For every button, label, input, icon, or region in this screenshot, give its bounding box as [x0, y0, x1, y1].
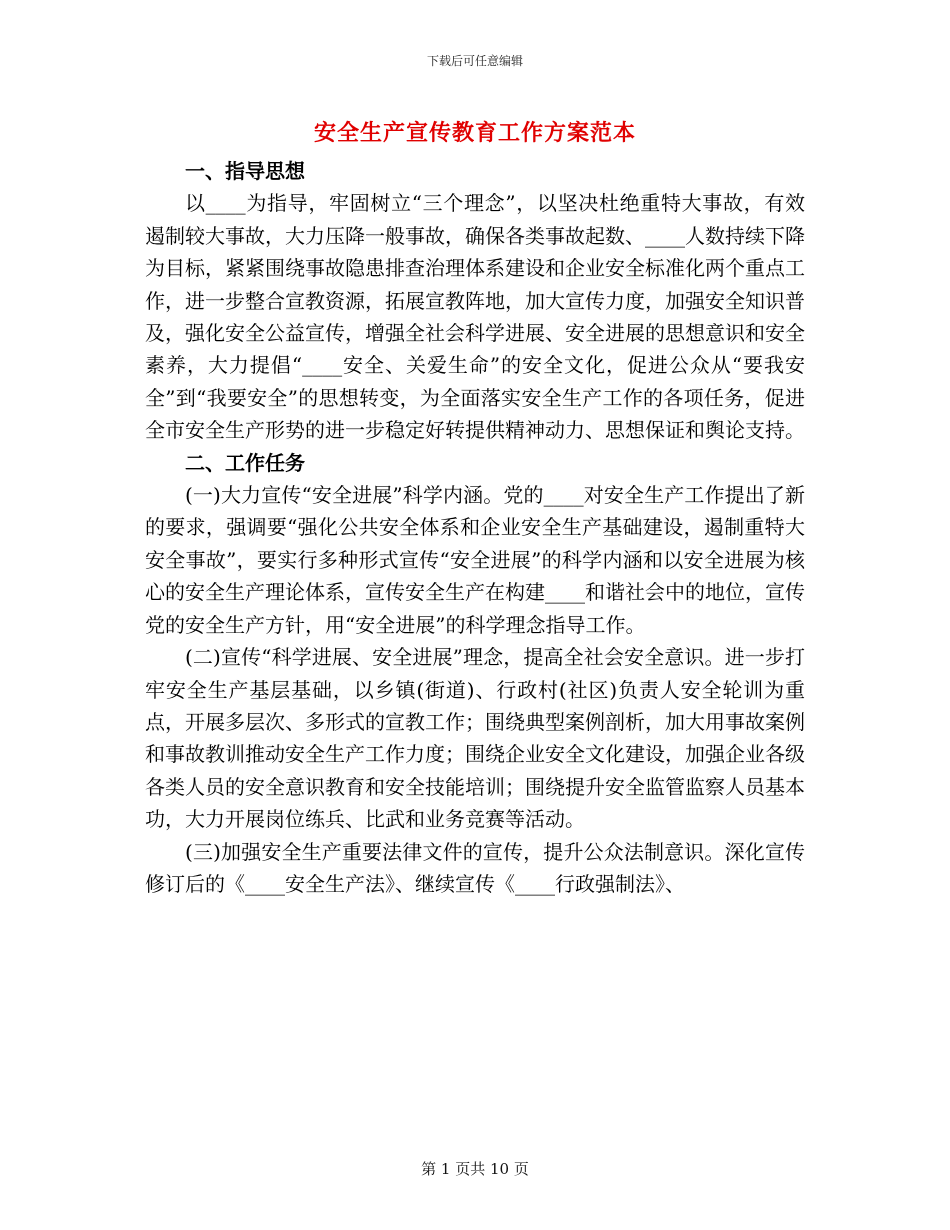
paragraph: 以____为指导，牢固树立“三个理念”，以坚决杜绝重特大事故，有效遏制较大事故，大力压降一般事故，确保各类事故起数、____人数持续下降为目标，紧紧围绕事故隐患排查治理体系建设和企业安全标准化两个重点工作，进一步整合宣教资源，拓展宣教阵地，加大宣传力度，加强安全知识普及，强化安全公益宣传，增强全社会科学进展、安全进展的思想意识和安全素养，大力提倡“____安全、关爱生命”的安全文化，促进公众从“要我安全”到“我要安全”的思想转变，为全面落实安全生产工作的各项任务，促进全市安全生产形势的进一步稳定好转提供精神动力、思想保证和舆论支持。: [145, 191, 805, 443]
document-body: [145, 155, 805, 900]
section-heading: 一、指导思想: [185, 159, 305, 183]
paragraph: (二)宣传“科学进展、安全进展”理念，提高全社会安全意识。进一步打牢安全生产基层基础，以乡镇(街道)、行政村(社区)负责人安全轮训为重点，开展多层次、多形式的宣教工作；围绕典型案例剖析，加大用事故案例和事故教训推动安全生产工作力度；围绕企业安全文化建设，加强企业各级各类人员的安全意识教育和安全技能培训；围绕提升安全监管监察人员基本功，大力开展岗位练兵、比武和业务竞赛等活动。: [145, 645, 805, 832]
paragraph: (一)大力宣传“安全进展”科学内涵。党的____对安全生产工作提出了新的要求，强调要“强化公共安全体系和企业安全生产基础建设，遏制重特大安全事故”，要实行多种形式宣传“安全进展”的科学内涵和以安全进展为核心的安全生产理论体系，宣传安全生产在构建____和谐社会中的地位，宣传党的安全生产方针，用“安全进展”的科学理念指导工作。: [145, 483, 805, 637]
paragraph: (三)加强安全生产重要法律文件的宣传，提升公众法制意识。深化宣传修订后的《____安全生产法》、继续宣传《____行政强制法》、: [145, 839, 805, 896]
page-footer: 第 1 页共 10 页: [421, 1160, 529, 1178]
document-title: 安全生产宣传教育工作方案范本: [313, 120, 636, 146]
header-note: 下载后可任意编辑: [426, 54, 523, 68]
section-heading: 二、工作任务: [185, 450, 305, 475]
